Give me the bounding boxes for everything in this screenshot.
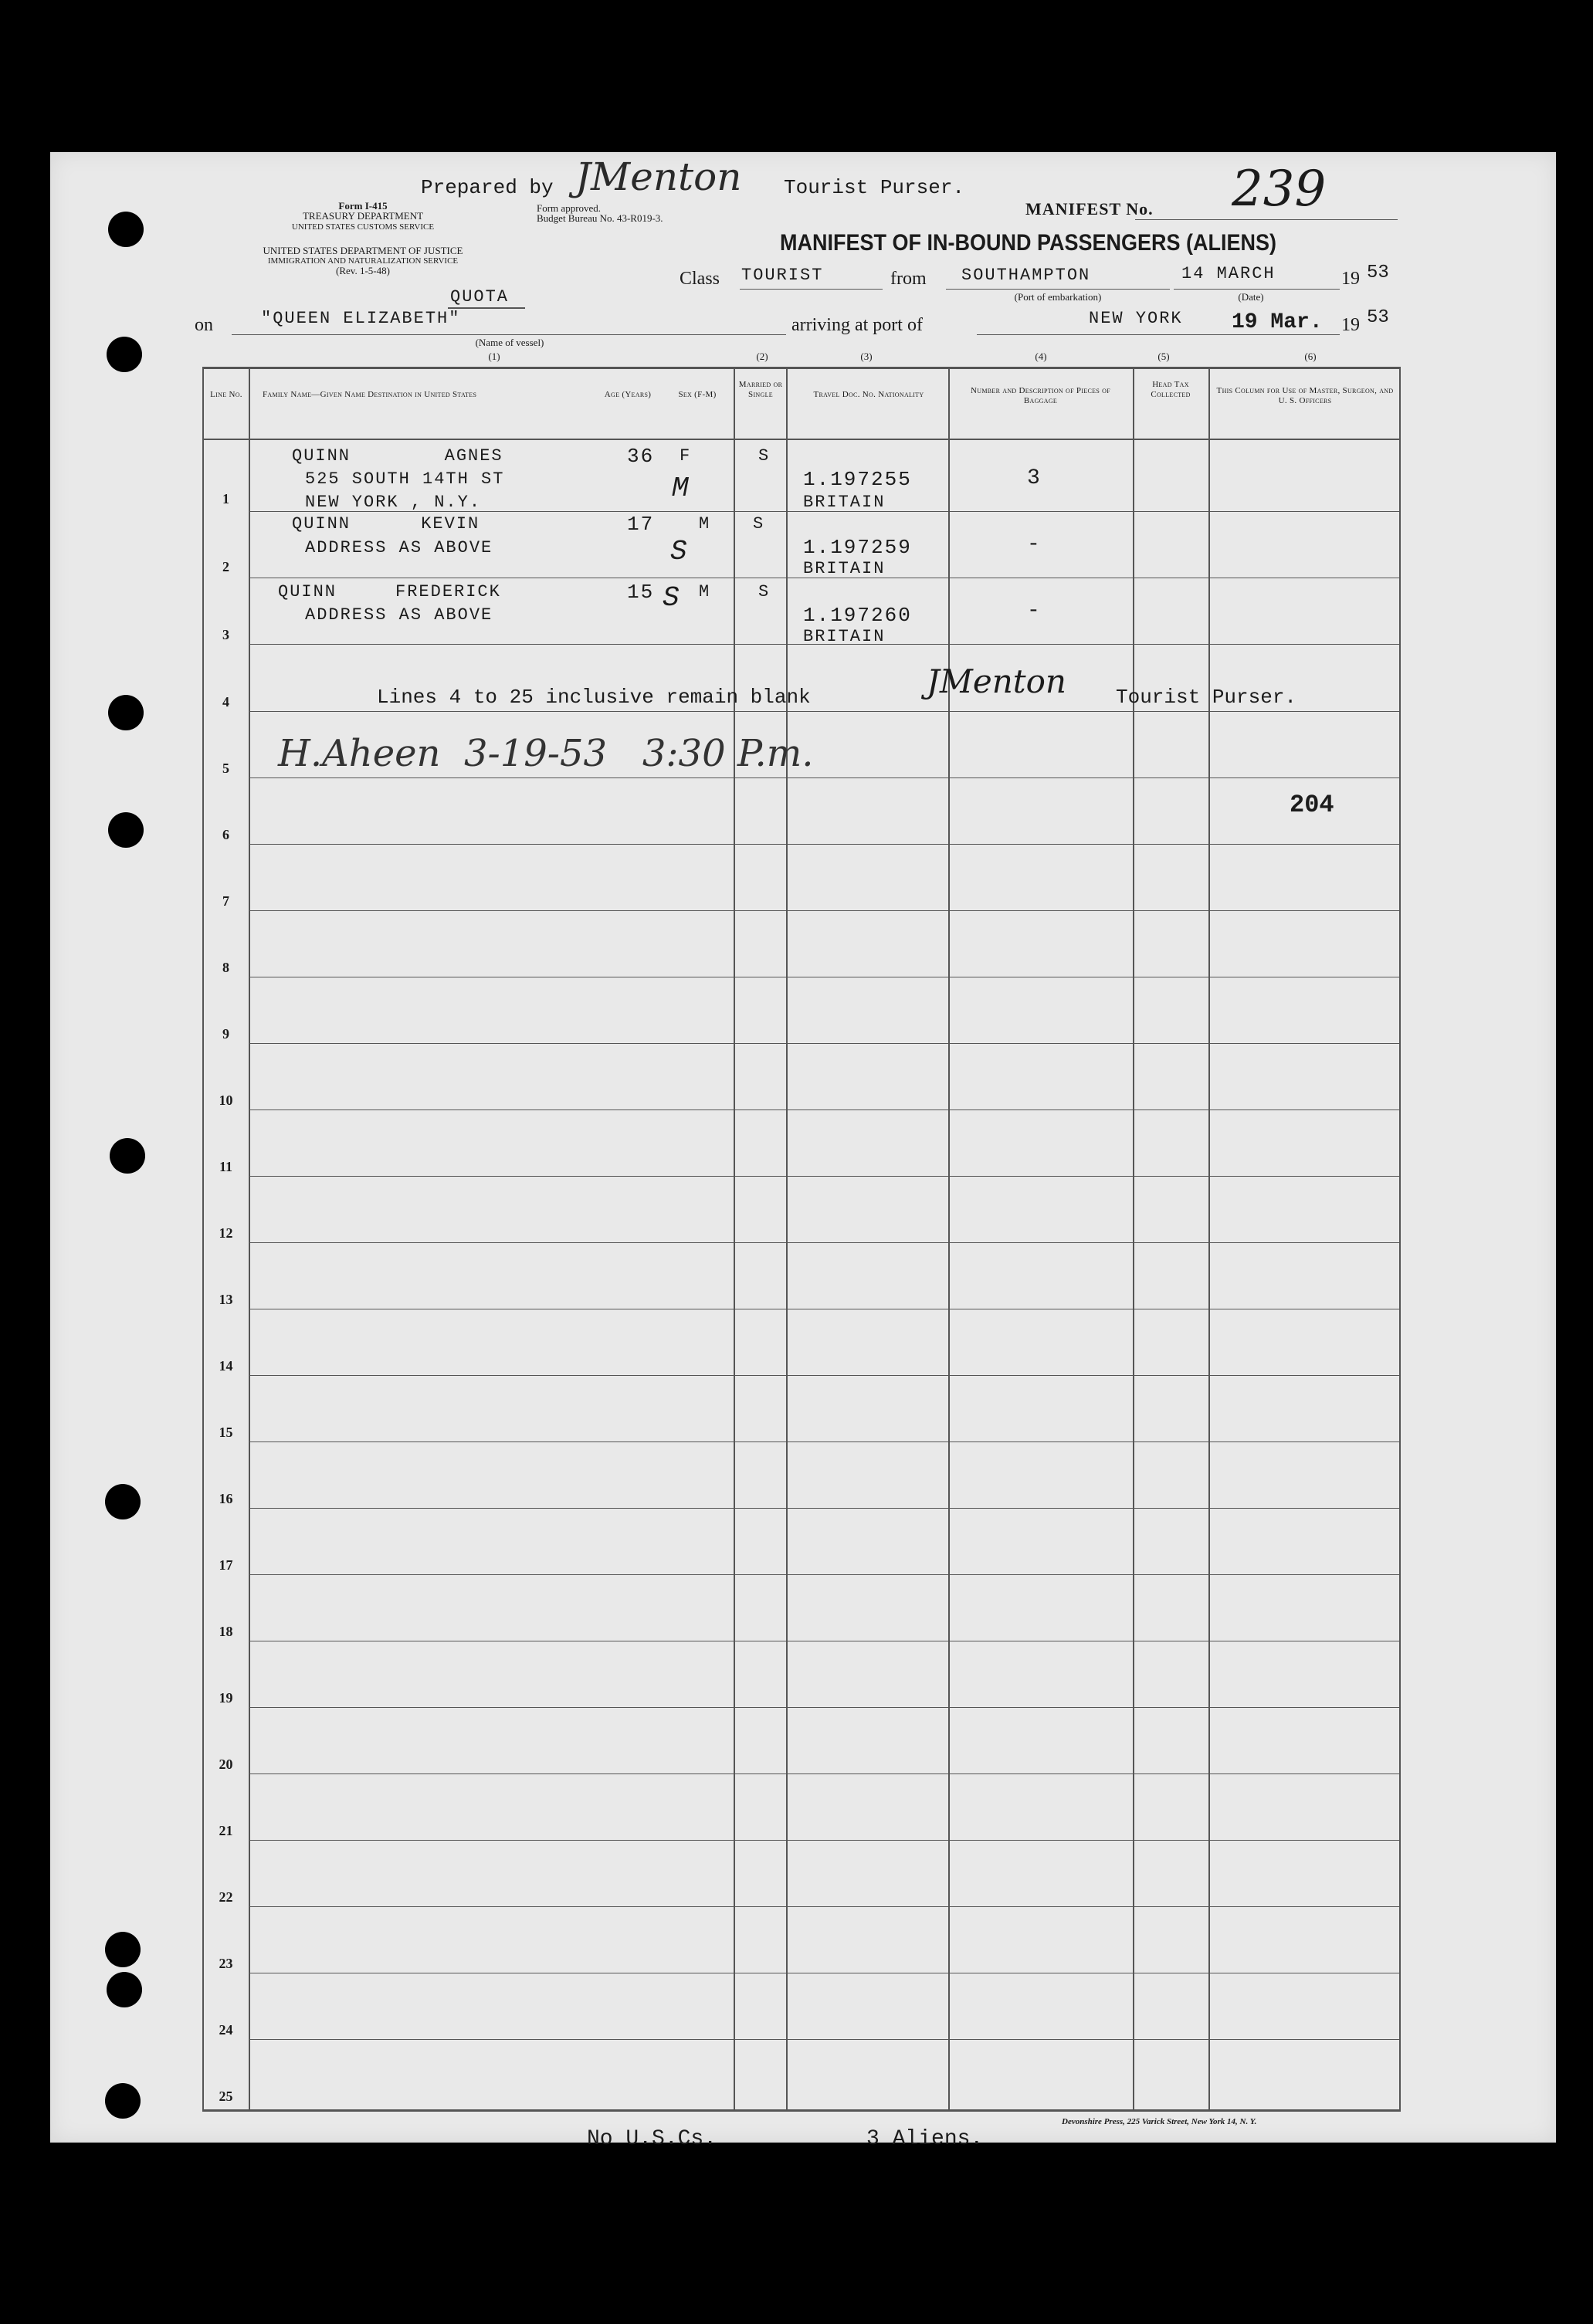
column-number-3: (3) (860, 351, 873, 362)
table-bottom-border (202, 2109, 1401, 2112)
passenger-doc: 1.197255 (803, 468, 912, 491)
line-number: 13 (219, 1292, 233, 1307)
passenger-doc: 1.197260 (803, 604, 912, 627)
handwritten-inspection-note: H.Aheen 3-19-53 3:30 P.m. (278, 732, 814, 775)
line-number: 22 (219, 1889, 233, 1905)
passenger-address: ADDRESS AS ABOVE (305, 605, 493, 625)
date-caption: (Date) (1238, 291, 1264, 303)
class-value: TOURIST (741, 266, 824, 285)
line-number: 8 (222, 960, 229, 975)
date-value: 14 MARCH (1181, 264, 1276, 283)
passenger-age: 17 (627, 513, 655, 536)
passenger-address: 525 SOUTH 14TH ST (305, 469, 505, 489)
line-number: 11 (219, 1159, 232, 1174)
binder-hole (105, 2083, 141, 2119)
row-rule (249, 910, 1399, 911)
line-number: 5 (222, 761, 229, 776)
binder-hole (107, 1972, 142, 2007)
passenger-sex: M (699, 514, 711, 534)
prepared-role: Tourist Purser. (784, 176, 965, 199)
passenger-baggage: - (1027, 599, 1042, 623)
table-left-border (202, 367, 204, 2112)
column-number-6: (6) (1304, 351, 1317, 362)
row-rule (249, 844, 1399, 845)
row-rule (249, 1441, 1399, 1442)
line-number: 2 (222, 559, 229, 574)
binder-hole (105, 1484, 141, 1519)
line-number: 14 (219, 1358, 233, 1374)
line-number: 20 (219, 1757, 233, 1772)
manifest-number-label: MANIFEST No. (1025, 199, 1154, 219)
binder-hole (108, 812, 144, 848)
passenger-sex: M (699, 582, 711, 601)
header-line-no: Line No. (210, 390, 242, 399)
from-label: from (890, 269, 927, 289)
column-number-5: (5) (1157, 351, 1170, 362)
manifest-title: MANIFEST OF IN-BOUND PASSENGERS (ALIENS) (780, 230, 1277, 256)
row-rule (249, 1242, 1399, 1243)
passenger-married: S (758, 446, 771, 466)
passenger-married: S (758, 582, 771, 601)
passenger-name: QUINN KEVIN (292, 514, 480, 534)
purser-signature: JMenton (575, 154, 742, 199)
married-divider (786, 367, 788, 2112)
row-rule (249, 1176, 1399, 1177)
passenger-address: NEW YORK , N.Y. (305, 493, 482, 512)
line-number: 7 (222, 893, 229, 909)
passenger-name: QUINN AGNES (292, 446, 503, 466)
binder-hole (108, 212, 144, 247)
line-number: 4 (222, 694, 229, 710)
passenger-name: QUINN FREDERICK (278, 582, 501, 601)
prepared-by-label: Prepared by (421, 176, 554, 199)
row-rule (249, 1574, 1399, 1575)
line-number: 17 (219, 1557, 233, 1573)
arriving-label: arriving at port of (791, 315, 923, 335)
passenger-nationality: BRITAIN (803, 493, 886, 512)
table-right-border (1399, 367, 1401, 2112)
port-caption: (Port of embarkation) (1014, 291, 1102, 303)
passenger-mark: S (670, 536, 687, 567)
statement-role: Tourist Purser. (1116, 686, 1297, 709)
treasury-label: TREASURY DEPARTMENT (302, 210, 424, 222)
line-number: 18 (219, 1624, 233, 1639)
form-approved: Form approved. (537, 202, 602, 214)
row-rule (249, 777, 1399, 778)
column-number-1: (1) (488, 351, 500, 362)
passenger-doc: 1.197259 (803, 536, 912, 559)
header-baggage: Number and Description of Pieces of Baggage (971, 386, 1110, 405)
header-age: Age (Years) (604, 390, 652, 399)
line-number: 16 (219, 1491, 233, 1506)
from-port: SOUTHAMPTON (961, 266, 1091, 285)
row-rule (249, 1906, 1399, 1907)
line-number: 15 (219, 1425, 233, 1440)
aliens-count: 3 Aliens. (866, 2127, 984, 2151)
binder-hole (107, 337, 142, 372)
printer-imprint: Devonshire Press, 225 Varick Street, New York 14, N. Y. (1062, 2117, 1257, 2126)
sex-divider (734, 367, 735, 2112)
line-number: 24 (219, 2022, 233, 2038)
passenger-nationality: BRITAIN (803, 559, 886, 578)
arrival-year-suffix: 53 (1367, 307, 1389, 328)
line-number: 25 (219, 2089, 233, 2104)
line-number: 1 (222, 491, 229, 506)
line-number: 12 (219, 1225, 233, 1241)
budget-bureau: Budget Bureau No. 43-R019-3. (537, 212, 663, 224)
on-label: on (195, 315, 213, 335)
vessel-caption: (Name of vessel) (475, 337, 544, 348)
manifest-number-rule (1135, 219, 1398, 220)
passenger-baggage: 3 (1027, 466, 1042, 490)
line-number: 6 (222, 827, 229, 842)
row-rule (249, 1773, 1399, 1774)
row-rule (249, 1508, 1399, 1509)
from-rule (946, 289, 1170, 290)
passenger-baggage: - (1027, 533, 1042, 557)
line-number: 19 (219, 1690, 233, 1706)
date-rule (1174, 289, 1340, 290)
passenger-sex: F (680, 446, 692, 466)
revision-label: (Rev. 1-5-48) (336, 265, 390, 276)
header-name: Family Name—Given Name Destination in United States (263, 390, 477, 399)
baggage-divider (1133, 367, 1134, 2112)
row-rule (249, 1043, 1399, 1044)
manifest-sheet (50, 152, 1556, 2143)
header-officers: This Column for Use of Master, Surgeon, and U. S. Officers (1216, 386, 1394, 405)
header-head-tax: Head Tax Collected (1151, 380, 1191, 399)
binder-hole (108, 695, 144, 730)
form-number: Form I-415 (338, 200, 388, 212)
table-header-bottom (202, 439, 1401, 440)
binder-hole (110, 1138, 145, 1174)
passenger-mark: M (672, 473, 689, 504)
vessel-rule (232, 334, 786, 335)
manifest-number: 239 (1232, 161, 1327, 218)
arrival-rule (977, 334, 1340, 335)
table-top-border (202, 367, 1401, 369)
header-sex: Sex (F-M) (678, 390, 717, 399)
passenger-married: S (753, 514, 765, 534)
arrival-year-prefix: 19 (1341, 315, 1360, 335)
arrival-port: NEW YORK (1089, 309, 1183, 328)
row-rule (249, 1109, 1399, 1110)
ins-label: IMMIGRATION AND NATURALIZATION SERVICE (267, 256, 459, 266)
us-citizens-count: No U.S.Cs. (587, 2127, 717, 2151)
year-suffix: 53 (1367, 263, 1389, 283)
line-number: 9 (222, 1026, 229, 1042)
line-number: 21 (219, 1823, 233, 1838)
column-number-2: (2) (756, 351, 768, 362)
row-rule (249, 2039, 1399, 2040)
header-travel: Travel Doc. No. Nationality (813, 390, 924, 399)
binder-hole (105, 1932, 141, 1967)
header-married: Married or Single (738, 380, 783, 399)
row-rule (249, 1707, 1399, 1708)
passenger-age: 15 (627, 581, 655, 604)
line-number: 3 (222, 627, 229, 642)
year-prefix: 19 (1341, 269, 1360, 289)
row-rule (249, 1840, 1399, 1841)
arrival-date: 19 Mar. (1232, 310, 1323, 334)
travel-divider (948, 367, 950, 2112)
passenger-age: 36 (627, 445, 655, 468)
row-rule (249, 1375, 1399, 1376)
column-number-4: (4) (1035, 351, 1047, 362)
quota-label: QUOTA (450, 287, 510, 307)
stamp-number: 204 (1290, 791, 1334, 819)
passenger-nationality: BRITAIN (803, 627, 886, 646)
class-rule (740, 289, 883, 290)
statement-signature: JMenton (927, 662, 1066, 700)
class-label: Class (680, 269, 720, 289)
blank-lines-statement: Lines 4 to 25 inclusive remain blank (377, 686, 811, 709)
passenger-address: ADDRESS AS ABOVE (305, 538, 493, 557)
line-no-divider (249, 367, 250, 2112)
customs-label: UNITED STATES CUSTOMS SERVICE (291, 222, 435, 232)
passenger-mark: S (663, 582, 680, 614)
vessel-name: "QUEEN ELIZABETH" (261, 309, 461, 328)
line-number: 10 (219, 1093, 233, 1108)
justice-label: UNITED STATES DEPARTMENT OF JUSTICE (263, 245, 463, 256)
head-tax-divider (1208, 367, 1210, 2112)
row-rule (249, 711, 1399, 712)
line-number: 23 (219, 1956, 233, 1971)
